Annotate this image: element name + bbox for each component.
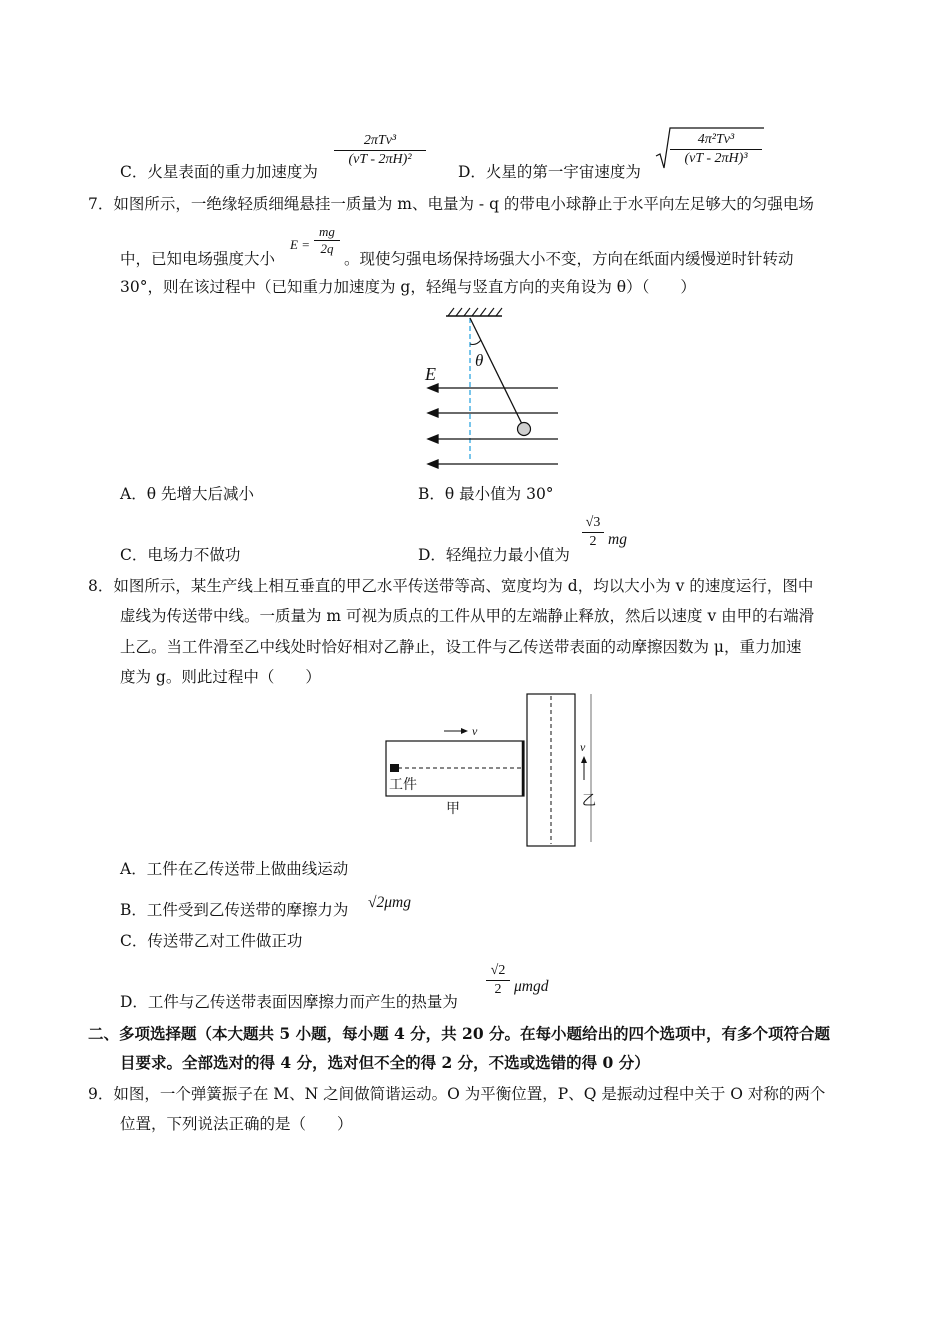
q9-stem-line-1: 9．如图，一个弹簧振子在 M、N 之间做简谐运动。O 为平衡位置，P、Q 是振动过程中关于 O 对称的两个 [88,1085,826,1103]
q8-figure-yi-label: 乙 [582,793,596,809]
q6-option-c-denominator: (vT - 2πH)² [348,152,412,167]
q8-figure-workpiece-label: 工件 [389,777,417,793]
q8-option-d-denominator: 2 [494,982,502,997]
q7-option-a: A．θ 先增大后减小 [120,485,254,503]
q8-figure-v-yi: v [580,740,586,754]
q8-stem-line-1: 8．如图所示，某生产线上相互垂直的甲乙水平传送带等高、宽度均为 d，均以大小为 v 的速度运行，图中 [88,577,814,595]
q8-stem-line-2: 虚线为传送带中线。一质量为 m 可视为质点的工件从甲的左端静止释放，然后以速度 v 由甲的右端滑 [120,607,815,625]
q8-option-b-label: B．工件受到乙传送带的摩擦力为 [120,901,349,919]
q8-option-a: A．工件在乙传送带上做曲线运动 [120,860,349,878]
section-2-heading-line-1: 二、多项选择题（本大题共 5 小题，每小题 4 分，共 20 分。在每小题给出的四个选项中，有多个项符合题 [88,1024,831,1043]
q7-stem-line-2a: 中，已知电场强度大小 [120,250,276,268]
q7-option-d-tail: mg [608,531,627,548]
q7-figure-e-label: E [425,364,436,384]
q6-option-d-fraction [670,131,762,168]
q6-option-d-label: D．火星的第一宇宙速度为 [458,163,641,181]
q7-option-b: B．θ 最小值为 30° [418,485,554,503]
q8-option-d-label: D．工件与乙传送带表面因摩擦力而产生的热量为 [120,993,458,1011]
q6-option-c-fraction [334,132,426,169]
q7-e-denominator: 2q [320,241,334,256]
q8-option-d-fraction [486,962,510,999]
q8-stem-line-3: 上乙。当工件滑至乙中线处时恰好相对乙静止，设工件与乙传送带表面的动摩擦因数为 μ，重力加速 [120,638,802,656]
q8-stem-line-4: 度为 g。则此过程中（ ） [120,668,321,686]
q8-figure-jia-label: 甲 [446,801,460,817]
q7-stem-line-2b: 。现使匀强电场保持场强大小不变，方向在纸面内缓慢逆时针转动 [344,250,794,268]
q9-stem-line-2: 位置，下列说法正确的是（ ） [120,1115,353,1133]
q7-pendulum-figure [410,306,570,476]
q8-option-b-math: √2μmg [368,894,411,911]
section-2-heading-line-2: 目要求。全部选对的得 4 分，选对但不全的得 2 分，不选或选错的得 0 分） [120,1053,650,1072]
q7-stem-line-3: 30°，则在该过程中（已知重力加速度为 g，轻绳与竖直方向的夹角设为 θ）（ ） [120,278,696,296]
q7-figure-theta-label: θ [475,351,484,370]
q7-option-d-numerator: √3 [585,515,601,530]
q8-conveyor-figure [384,692,614,852]
q7-e-fraction [314,224,340,257]
q7-option-c: C．电场力不做功 [120,546,241,564]
q6-option-c-numerator: 2πTv³ [363,133,397,148]
q8-option-d-numerator: √2 [490,963,506,978]
q6-option-d-numerator: 4π²Tv³ [697,132,735,147]
q7-option-d-label: D．轻绳拉力最小值为 [418,546,570,564]
q8-option-d-tail: μmgd [514,978,549,995]
q6-option-d-denominator: (vT - 2πH)³ [684,151,748,166]
q7-option-d-denominator: 2 [589,534,597,549]
q7-e-numerator: mg [319,224,335,239]
q7-e-label: E = [290,237,310,252]
q7-option-d-fraction [582,514,604,551]
q8-option-c: C．传送带乙对工件做正功 [120,932,303,950]
q7-stem-line-1: 7．如图所示，一绝缘轻质细绳悬挂一质量为 m、电量为 - q 的带电小球静止于水平向左足够大的匀强电场 [88,195,814,213]
q6-option-c-label: C．火星表面的重力加速度为 [120,163,318,181]
q8-figure-v-jia: v [472,724,478,738]
